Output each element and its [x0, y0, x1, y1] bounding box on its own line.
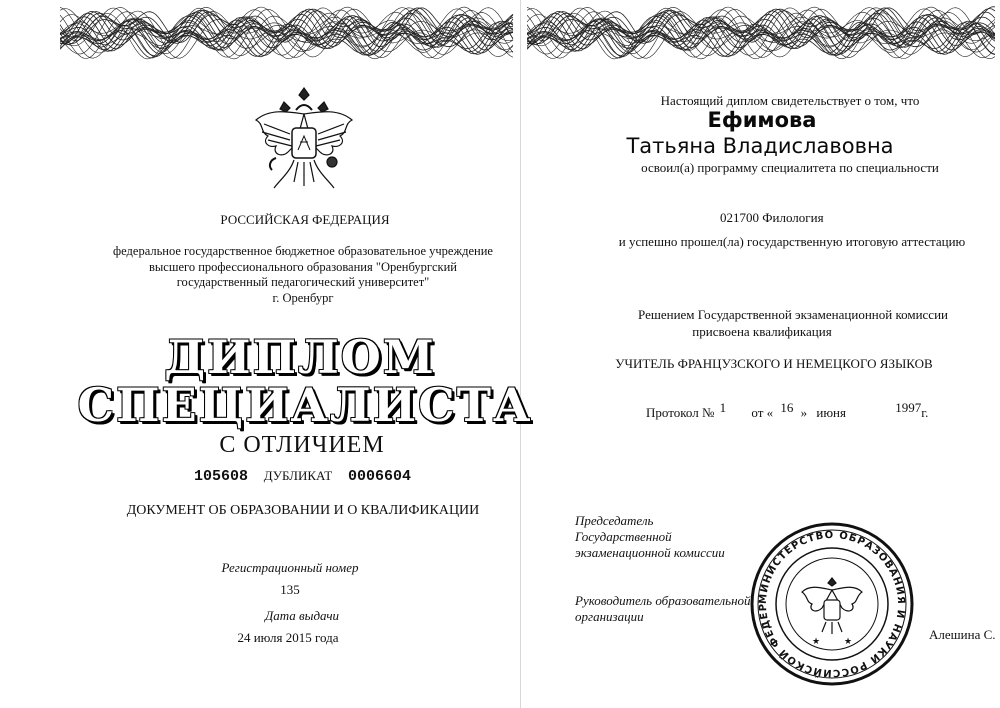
chair-line: Председатель: [575, 513, 654, 528]
protocol-date-sep: »: [800, 405, 808, 420]
svg-text:★: ★: [812, 637, 821, 647]
duplicate-label: ДУБЛИКАТ: [263, 468, 333, 483]
diploma-title-line2: СПЕЦИАЛИСТА: [77, 378, 533, 432]
diploma-number-row: [194, 468, 411, 485]
chair-line: Государственной: [575, 529, 672, 544]
diploma-title-line1: ДИПЛОМ: [164, 330, 436, 384]
protocol-label: Протокол №: [646, 405, 715, 420]
document-type: ДОКУМЕНТ ОБ ОБРАЗОВАНИИ И О КВАЛИФИКАЦИИ: [126, 503, 480, 518]
issue-date: 24 июля 2015 года: [237, 630, 339, 645]
protocol-number: 1: [719, 400, 727, 415]
guilloche-border-right: [527, 0, 995, 66]
program-text: освоил(а) программу специалитета по специальности: [641, 160, 939, 175]
diploma-series: 105608: [194, 468, 249, 485]
coat-of-arms-icon: [250, 84, 358, 199]
official-seal-icon: [748, 520, 916, 693]
protocol-day: 16: [780, 400, 794, 415]
protocol-date-prefix: от «: [751, 405, 774, 420]
guilloche-border-left: [60, 0, 515, 66]
commission-decision: Решением Государственной экзаменационной комиссии: [638, 307, 948, 322]
attestation-text: и успешно прошел(ла) государственную итоговую аттестацию: [618, 234, 966, 249]
country-name: РОССИЙСКАЯ ФЕДЕРАЦИЯ: [220, 212, 390, 227]
specialty: 021700 Филология: [720, 210, 824, 225]
organization-head: [575, 593, 751, 625]
seal-text: МИНИСТЕРСТВО ОБРАЗОВАНИЯ И НАУКИ РОССИЙСКОЙ ФЕДЕР: [757, 529, 907, 679]
registration-number: 135: [280, 582, 300, 597]
year-suffix: г.: [921, 405, 929, 420]
qualification-label: присвоена квалификация: [692, 324, 832, 339]
qualification: УЧИТЕЛЬ ФРАНЦУЗСКОГО И НЕМЕЦКОГО ЯЗЫКОВ: [615, 356, 933, 371]
protocol-year: 1997: [895, 400, 922, 415]
institution-line: высшего профессионального образования "Оренбургский: [148, 259, 457, 274]
institution-name: [113, 244, 493, 306]
issue-date-label: Дата выдачи: [264, 608, 340, 623]
head-line: организации: [575, 609, 644, 624]
honors-subtitle: С ОТЛИЧИЕМ: [219, 432, 385, 458]
graduate-surname: Ефимова: [707, 108, 817, 132]
protocol-row: [646, 400, 929, 421]
institution-line: государственный педагогический университет": [176, 275, 430, 289]
certifies-text: Настоящий диплом свидетельствует о том, что: [660, 93, 920, 108]
graduate-given-names: Татьяна Владиславовна: [626, 134, 894, 158]
commission-chair: [575, 513, 725, 561]
svg-text:★: ★: [844, 637, 853, 647]
page-fold: [520, 0, 521, 708]
diploma-number: 0006604: [347, 468, 411, 485]
institution-line: федеральное государственное бюджетное образовательное учреждение: [113, 244, 493, 258]
registration-label: Регистрационный номер: [221, 560, 359, 575]
institution-city: г. Оренбург: [272, 290, 334, 305]
head-signature-name: Алешина С.: [929, 627, 996, 642]
protocol-month: июня: [816, 405, 846, 420]
chair-line: экзаменационной комиссии: [575, 545, 725, 560]
head-line: Руководитель образовательной: [575, 593, 751, 608]
